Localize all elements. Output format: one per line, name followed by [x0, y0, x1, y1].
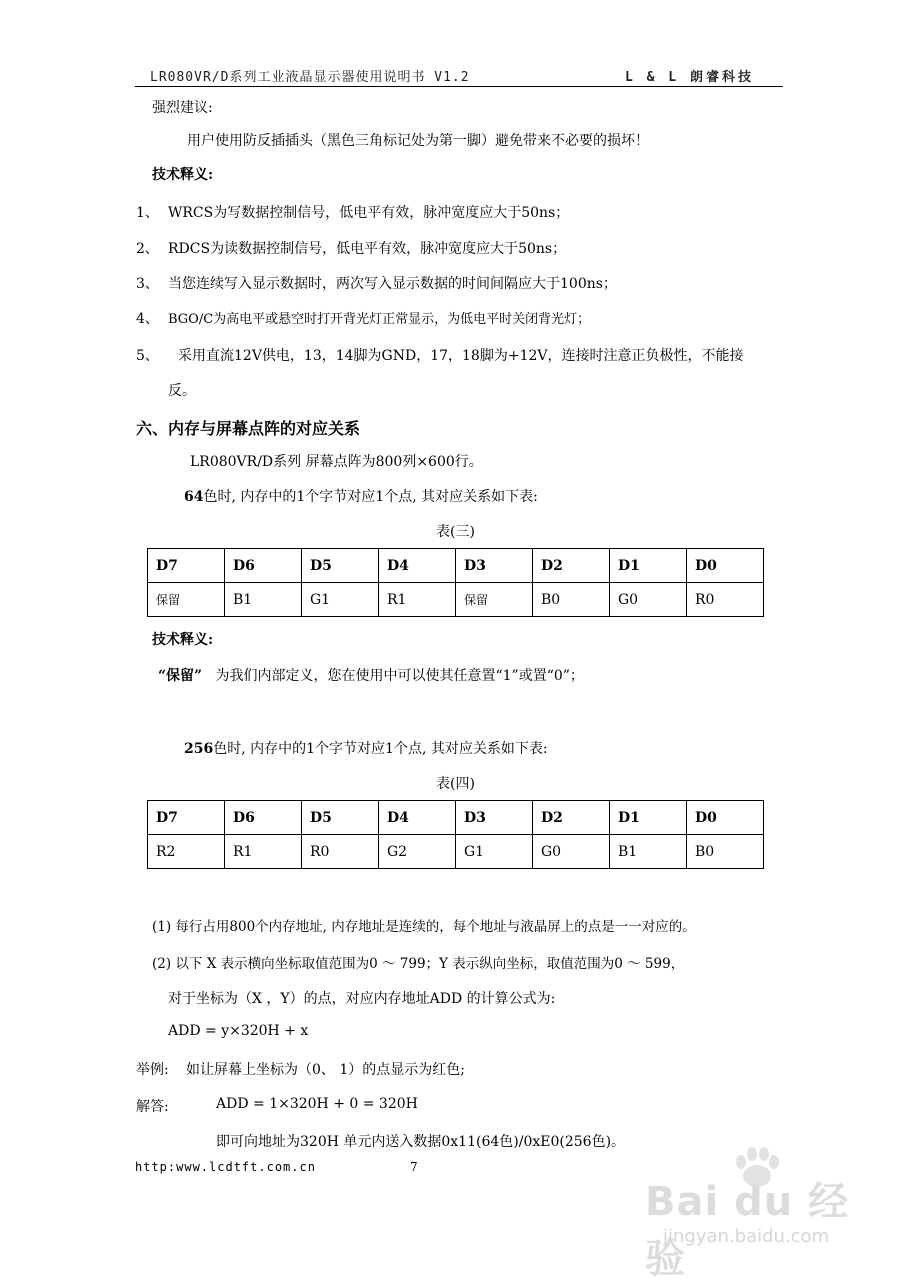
note-text-continued: 反。 — [168, 383, 196, 399]
table-header-cell: D0 — [687, 549, 764, 583]
table-header-cell: D3 — [456, 549, 533, 583]
table-cell: R2 — [148, 835, 225, 869]
note-number: 3、 — [136, 276, 159, 292]
example-label: 举例: — [136, 1062, 169, 1078]
advice-heading: 强烈建议: — [152, 100, 213, 116]
watermark-brand: Bai du 经验 — [645, 1179, 850, 1282]
note-number: 4、 — [136, 311, 159, 327]
company-name: L & L 朗睿科技 — [625, 70, 754, 85]
color256-count: 256 — [184, 741, 214, 757]
baidu-watermark — [645, 1150, 875, 1282]
address-note-2-continued: 对于坐标为（X ，Y）的点，对应内存地址ADD 的计算公式为: — [168, 991, 556, 1007]
address-note-1: (1) 每行占用800个内存地址, 内存地址是连续的，每个地址与液晶屏上的点是一一对应的。 — [152, 919, 696, 935]
answer-formula: ADD = 1×320H + 0 = 320H — [216, 1096, 418, 1112]
footer-url: http:www.lcdtft.com.cn — [135, 1160, 316, 1174]
table-header-cell: D5 — [302, 549, 379, 583]
tech-notes-heading: 技术释义: — [152, 167, 214, 183]
table4-caption: 表(四) — [436, 776, 475, 792]
example-text: 如让屏幕上坐标为（0、 1）的点显示为红色; — [186, 1062, 465, 1078]
header-divider — [135, 86, 783, 87]
color64-text: 色时, 内存中的1个字节对应1个点, 其对应关系如下表: — [203, 489, 538, 505]
note-number: 1、 — [136, 205, 159, 221]
watermark-url: jingyan.baidu.com — [663, 1226, 830, 1247]
table-header-cell: D7 — [148, 549, 225, 583]
table-header-cell: D4 — [379, 549, 456, 583]
table-header-cell: D6 — [225, 549, 302, 583]
table-cell: B1 — [610, 835, 687, 869]
table-cell: G0 — [533, 835, 610, 869]
section-intro: LR080VR/D系列 屏幕点阵为800列×600行。 — [190, 454, 483, 470]
note-text: RDCS为读数据控制信号，低电平有效，脉冲宽度应大于50ns； — [168, 241, 567, 257]
note-text: 采用直流12V供电，13，14脚为GND，17，18脚为+12V，连接时注意正负极性，不能接 — [178, 348, 744, 364]
table-header-cell: D1 — [610, 801, 687, 835]
page-number: 7 — [410, 1160, 418, 1174]
advice-text: 用户使用防反插插头（黑色三角标记处为第一脚）避免带来不必要的损坏！ — [187, 133, 649, 149]
table3-caption: 表(三) — [436, 524, 475, 540]
table-header-cell: D4 — [379, 801, 456, 835]
reserved-label: “保留” — [158, 668, 203, 684]
note-text: BGO/C为高电平或悬空时打开背光灯正常显示，为低电平时关闭背光灯； — [168, 312, 591, 327]
table-cell: G1 — [302, 583, 379, 617]
tech-notes-heading-2: 技术释义: — [152, 632, 214, 648]
note-text: 当您连续写入显示数据时，两次写入显示数据的时间间隔应大于100ns； — [168, 276, 617, 292]
table-header-row — [148, 549, 764, 583]
table-header-cell: D7 — [148, 801, 225, 835]
answer-label: 解答: — [136, 1099, 169, 1115]
table3 — [147, 548, 764, 617]
table-row — [148, 583, 764, 617]
color256-text: 色时, 内存中的1个字节对应1个点, 其对应关系如下表: — [213, 741, 548, 757]
answer-text: 即可向地址为320H 单元内送入数据0x11(64色)/0xE0(256色)。 — [216, 1134, 626, 1150]
color64-count: 64 — [184, 489, 204, 505]
table-header-cell: D1 — [610, 549, 687, 583]
document-header-title: LR080VR/D系列工业液晶显示器使用说明书 V1.2 — [150, 70, 470, 85]
table-header-row — [148, 801, 764, 835]
reserved-definition — [158, 665, 584, 685]
table-cell: G1 — [456, 835, 533, 869]
table-cell: B1 — [225, 583, 302, 617]
color256-description — [184, 738, 548, 758]
table-cell: R1 — [225, 835, 302, 869]
table-cell: G0 — [610, 583, 687, 617]
table-header-cell: D2 — [533, 801, 610, 835]
table-cell: R1 — [379, 583, 456, 617]
table-cell: B0 — [687, 835, 764, 869]
color64-description — [184, 486, 538, 506]
table-cell: B0 — [533, 583, 610, 617]
address-formula: ADD = y×320H + x — [168, 1023, 309, 1039]
note-number: 2、 — [136, 241, 159, 257]
table-header-cell: D0 — [687, 801, 764, 835]
table-header-cell: D3 — [456, 801, 533, 835]
table-row — [148, 835, 764, 869]
table-cell: R0 — [687, 583, 764, 617]
table-cell: 保留 — [148, 583, 225, 617]
reserved-text: 为我们内部定义，您在使用中可以使其任意置“1”或置“0”； — [215, 668, 584, 684]
table-cell: 保留 — [456, 583, 533, 617]
table-header-cell: D5 — [302, 801, 379, 835]
table4 — [147, 800, 764, 869]
note-text: WRCS为写数据控制信号，低电平有效，脉冲宽度应大于50ns； — [168, 205, 570, 221]
table-header-cell: D2 — [533, 549, 610, 583]
address-note-2: (2) 以下 X 表示横向坐标取值范围为0 ～ 799；Y 表示纵向坐标，取值范围为0 ～ 599， — [152, 956, 685, 972]
section-title: 六、内存与屏幕点阵的对应关系 — [136, 419, 361, 438]
note-number: 5、 — [136, 348, 159, 364]
table-header-cell: D6 — [225, 801, 302, 835]
table-cell: G2 — [379, 835, 456, 869]
table-cell: R0 — [302, 835, 379, 869]
